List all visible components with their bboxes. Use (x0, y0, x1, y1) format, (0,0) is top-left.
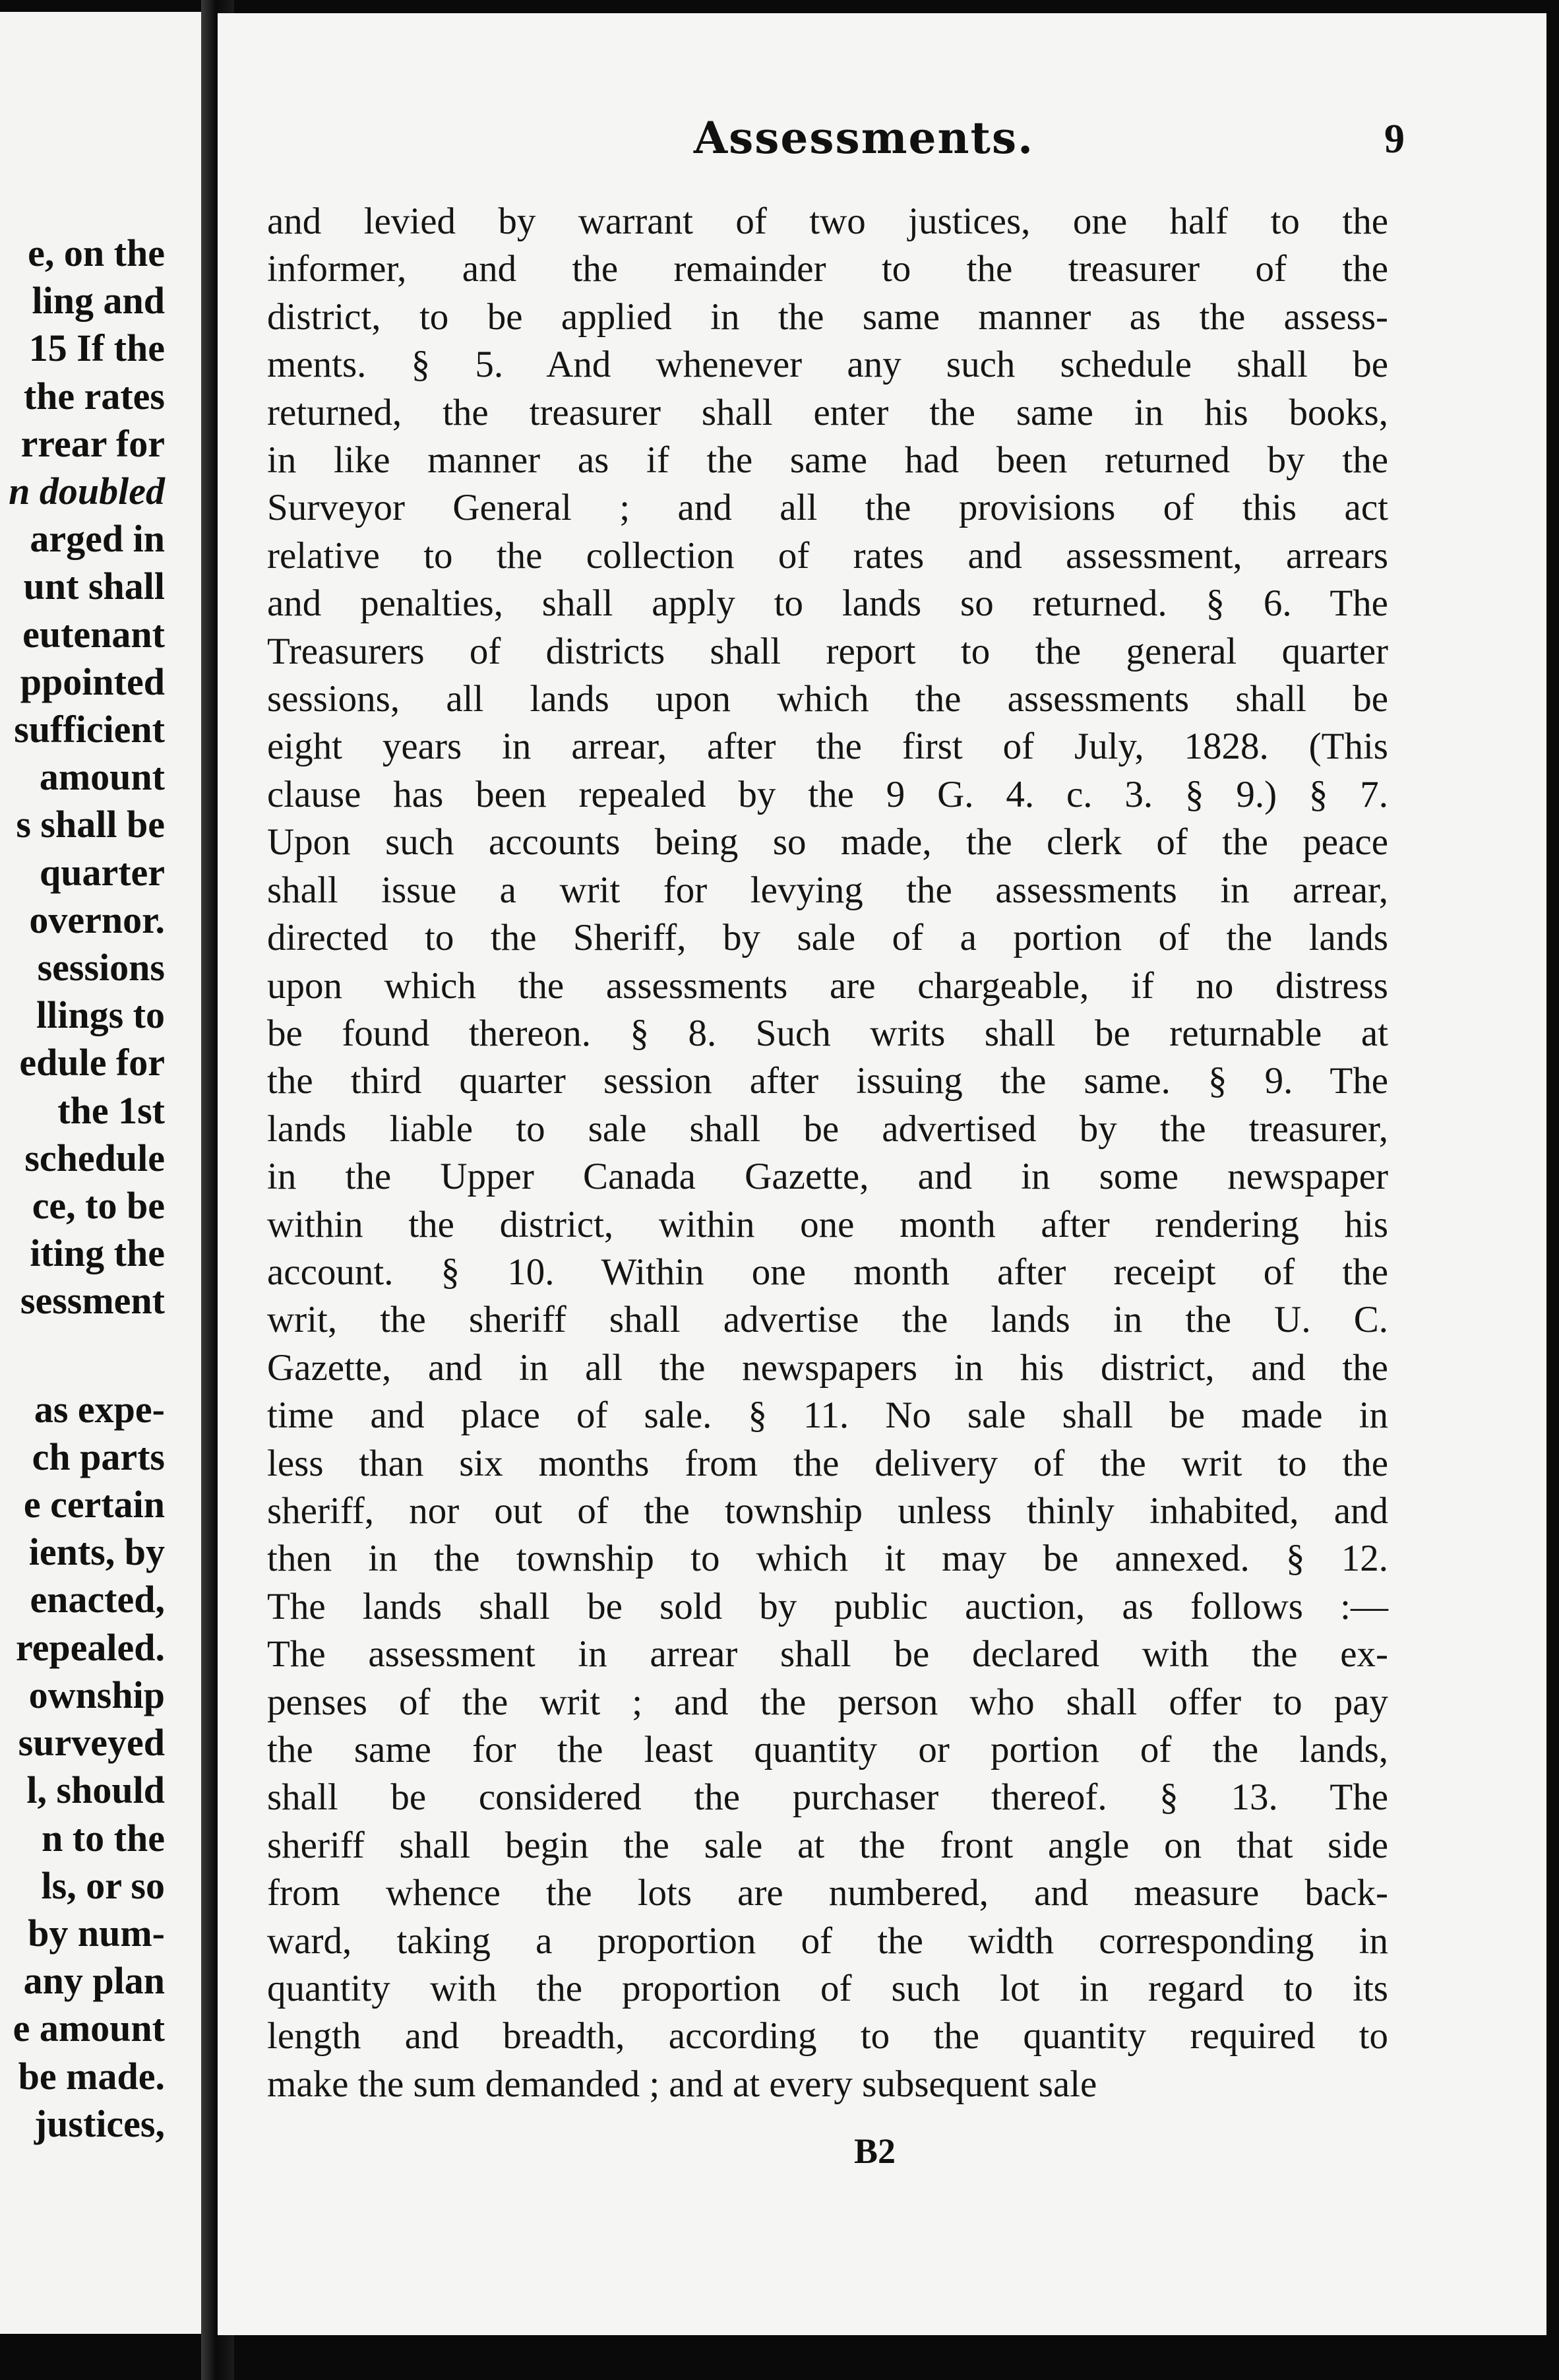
left-page-line: ppointed (20, 660, 165, 703)
text-line: Treasurers of districts shall report to the general quarter (267, 630, 1388, 672)
page-number: 9 (1384, 117, 1405, 162)
text-line: penses of the writ ; and the person who shall offer to pay (267, 1681, 1388, 1723)
left-page-line: be made. (18, 2054, 165, 2098)
text-line: clause has been repealed by the 9 G. 4. c. 3. § 9.) § 7. (267, 773, 1388, 815)
left-page-line: edule for (19, 1041, 165, 1084)
left-page-line: the rates (23, 374, 165, 418)
left-page-line: unt shall (23, 565, 165, 608)
left-page-line: e certain (23, 1483, 165, 1526)
right-page (218, 13, 1546, 2335)
text-line: directed to the Sheriff, by sale of a portion of the lands (267, 917, 1388, 959)
left-page-line: ch parts (32, 1435, 165, 1478)
left-page-line: arged in (30, 517, 165, 561)
text-line: ward, taking a proportion of the width corresponding in (267, 1920, 1388, 1962)
text-line: ments. § 5. And whenever any such schedule shall be (267, 344, 1388, 386)
text-line: from whence the lots are numbered, and measure back- (267, 1872, 1388, 1914)
text-line: quantity with the proportion of such lot in regard to its (267, 1968, 1388, 2010)
text-line: shall be considered the purchaser thereof. § 13. The (267, 1776, 1388, 1819)
text-line: writ, the sheriff shall advertise the lands in the U. C. (267, 1299, 1388, 1341)
left-page-text (9, 230, 165, 2148)
text-line: relative to the collection of rates and assessment, arrears (267, 534, 1388, 577)
left-page-line: sufficient (14, 708, 165, 751)
text-line: sheriff shall begin the sale at the front angle on that side (267, 1824, 1388, 1866)
text-line: time and place of sale. § 11. No sale shall be made in (267, 1394, 1388, 1437)
text-line: Upon such accounts being so made, the clerk of the peace (267, 821, 1388, 863)
left-page-line: overnor. (29, 898, 165, 941)
text-line: less than six months from the delivery of the writ to the (267, 1442, 1388, 1484)
text-line: The lands shall be sold by public auction, as follows :— (267, 1585, 1388, 1627)
left-page-line: e amount (13, 2007, 165, 2050)
left-page-line: ownship (28, 1673, 165, 1716)
left-page-line: iting the (30, 1232, 165, 1275)
left-page-line: any plan (23, 1959, 165, 2003)
left-page-line: surveyed (18, 1721, 165, 1765)
left-page-line: s shall be (16, 803, 165, 846)
text-line: within the district, within one month after rendering his (267, 1203, 1388, 1245)
left-page-line: as expe- (34, 1387, 165, 1431)
left-page-line: ients, by (28, 1530, 165, 1574)
left-page-line: ls, or so (41, 1863, 165, 1907)
left-page-line: by num- (28, 1911, 165, 1955)
text-line: informer, and the remainder to the treasurer of the (267, 248, 1388, 290)
left-page-line: sessment (20, 1279, 165, 1323)
left-page-line: l, should (26, 1769, 165, 1812)
left-page-line: n to the (42, 1816, 165, 1860)
left-page-line: justices, (34, 2102, 165, 2145)
left-page-line: llings to (36, 993, 165, 1037)
left-page-line: enacted, (30, 1578, 165, 1621)
left-page-line: eutenant (22, 612, 165, 656)
left-page-line: ling and (32, 279, 165, 323)
left-page-fragment (0, 12, 211, 2334)
left-page-line: n doubled (9, 470, 165, 513)
text-line: in the Upper Canada Gazette, and in some newspaper (267, 1156, 1388, 1198)
text-line: the same for the least quantity or portion of the lands, (267, 1729, 1388, 1770)
text-line: in like manner as if the same had been returned by the (267, 439, 1388, 482)
text-line: eight years in arrear, after the first of July, 1828. (This (267, 726, 1388, 768)
left-page-line: repealed. (15, 1625, 165, 1669)
left-page-line: e, on the (28, 232, 165, 274)
text-line: and penalties, shall apply to lands so returned. § 6. The (267, 582, 1388, 625)
left-page-line (9, 1325, 165, 1386)
text-line: lands liable to sale shall be advertised by the treasurer, (267, 1108, 1388, 1150)
body-text (267, 198, 1388, 2108)
text-line: the third quarter session after issuing the same. § 9. The (267, 1060, 1388, 1102)
left-page-line: rrear for (20, 422, 165, 465)
text-line: length and breadth, according to the quantity required to (267, 2015, 1388, 2057)
left-page-line: sessions (37, 946, 165, 989)
text-line: make the sum demanded ; and at every subsequent sale (267, 2063, 1097, 2105)
text-line: returned, the treasurer shall enter the same in his books, (267, 391, 1388, 433)
text-line: upon which the assessments are chargeable, if no distress (267, 964, 1388, 1007)
text-line: and levied by warrant of two justices, one half to the (267, 201, 1388, 242)
text-line: Gazette, and in all the newspapers in his district, and the (267, 1346, 1388, 1389)
left-page-line: ce, to be (32, 1184, 165, 1228)
text-line: The assessment in arrear shall be declared with the ex- (267, 1633, 1388, 1675)
text-line: be found thereon. § 8. Such writs shall be returnable at (267, 1012, 1388, 1054)
left-page-line: quarter (39, 850, 165, 894)
running-title: Assessments. (693, 112, 1035, 164)
left-page-line: the 1st (57, 1088, 165, 1132)
left-page-line: schedule (24, 1136, 165, 1179)
left-page-line: amount (39, 755, 165, 799)
left-page-line: 15 If the (28, 327, 165, 370)
text-line: account. § 10. Within one month after receipt of the (267, 1251, 1388, 1293)
text-line: shall issue a writ for levying the assessments in arrear, (267, 869, 1388, 911)
text-line: sheriff, nor out of the township unless thinly inhabited, and (267, 1489, 1388, 1532)
page-header (218, 112, 1405, 172)
text-line: district, to be applied in the same manner as the assess- (267, 296, 1388, 338)
text-line: then in the township to which it may be annexed. § 12. (267, 1538, 1388, 1580)
signature-mark: B2 (854, 2131, 896, 2171)
text-line: Surveyor General ; and all the provisions of this act (267, 487, 1388, 529)
text-line: sessions, all lands upon which the assessments shall be (267, 678, 1388, 720)
